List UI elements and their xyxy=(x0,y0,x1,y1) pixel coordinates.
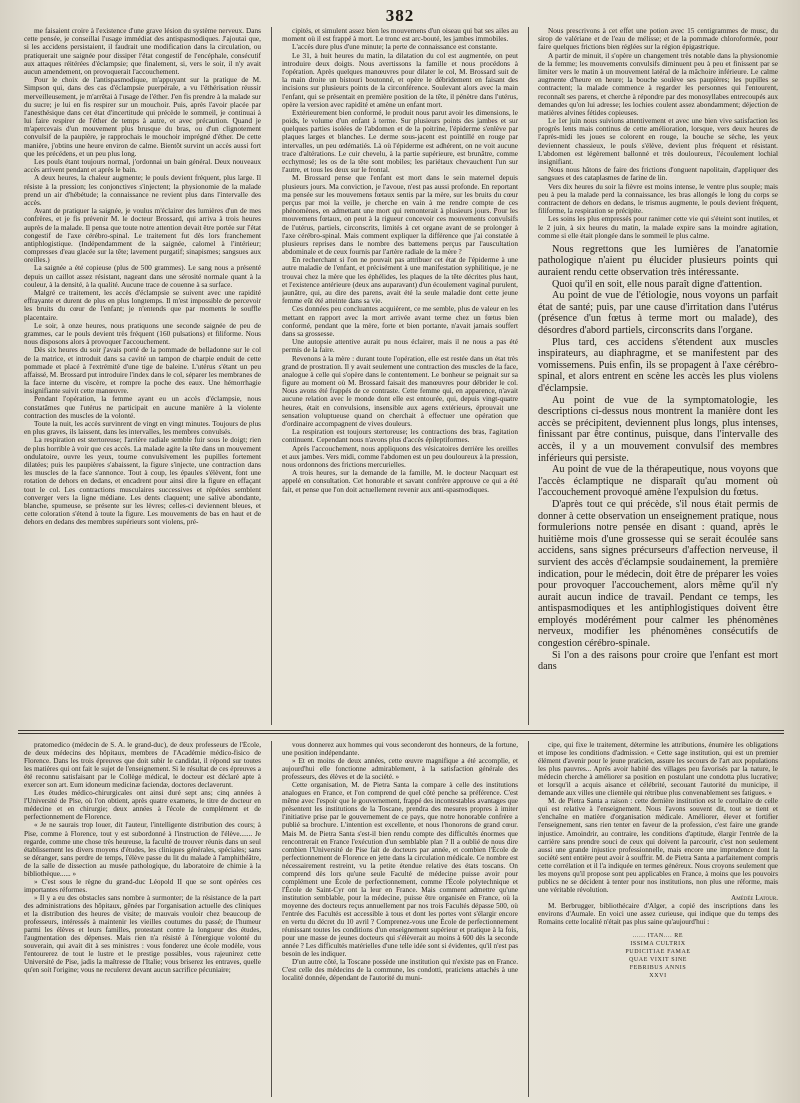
column-divider xyxy=(528,741,529,1097)
paragraph: Nous nous hâtons de faire des frictions d'onguent napolitain, d'appliquer des sangsues et des cataplasmes de farine de lin. xyxy=(538,165,778,183)
paragraph: Avant de pratiquer la saignée, je voulus m'éclairer des lumières d'un de mes confrères, et je fis prévenir M. le docteur Brossard, qui arriva à trois heures auprès de la malade. Il pensa que toute notre attention devait être portée sur l'état congestif de l'axe cérébro-spinal. Le traitement fut dès lors franchement antiphlogistique. (Indépendamment de la saignée, calomel à l'intérieur; compresses d'eau glacée sur la tête; lavement purgatif; sinapismes; sangsues aux oreilles.) xyxy=(24,206,261,265)
paragraph: Le 1er juin nous suivions attentivement et avec une bien vive satisfaction les progrès lents mais continus de cette amélioration, lorsque, vers deux heures de l'après-midi les joues se colorent en rouge, la bouche se sèche, les yeux deviennent chassieux, le pouls s'élève, devient plus fréquent et résistant. L'abdomen est légèrement ballonné et très douloureux, l'écoulement lochial insignifiant. xyxy=(538,116,778,166)
paragraph: » Il y a eu des obstacles sans nombre à surmonter; de la résistance de la part des administrations des hôpitaux, gênées par l'organisation actuelle des cliniques et la distribution des heures de visite; de mauvais vouloir chez beaucoup de professeurs, intéressés à maintenir les vieilles coutumes du passé; de l'humeur parmi les élèves et leurs familles, protestant contre la longueur des études, l'augmentation des dépenses. Mais rien n'a résisté à l'énergique volonté du souverain, qui avait dit à ses ministres : vous fonderez une école modèle, vous l'entourerez de tout le lustre et le prestige possibles, vous rajeunirez cette Université de Pise, jadis la maîtresse de l'Italie; vous briserez les entraves, quelle qu'en soit l'origine; vous ne reculerez devant aucun sacrifice pécuniaire; xyxy=(24,893,261,975)
paragraph: me faisaient croire à l'existence d'une grave lésion du système nerveux. Dans cette pensée, je conseillai l'usage immédiat des antispasmodiques. J'ajoutai que, si les accidens persistaient, il faudrait une modification dans la circulation, ou pratiquerait une saignée pour dissiper l'état congestif de l'encéphale, consécutif aux attaques réitérées d'éclampsie; que finalement, si, vers le soir, il n'y avait aucun amendement, on provoquerait l'accouchement. xyxy=(24,27,261,76)
paragraph: » C'est sous le règne du grand-duc Léopold II que se sont opérées ces importantes réformes. xyxy=(24,877,261,894)
inscription-line: PUDICITIAE FAMAE xyxy=(625,949,691,956)
upper-column-3-large-text xyxy=(538,244,778,673)
paragraph: L'accès dure plus d'une minute; la perte de connaissance est constante. xyxy=(292,42,498,52)
inscription-line: ISSIMA CULTRIX xyxy=(630,941,686,948)
paragraph: Les soins les plus empressés pour ranimer cette vie qui s'éteint sont inutiles, et le 2 juin, à six heures du matin, la malade expire sans la moindre agitation, comme si elle était plongée dans le sommeil le plus calme. xyxy=(538,214,778,240)
paragraph: En recherchant si l'on ne pouvait pas attribuer cet état de l'épiderme à une autre maladie de l'enfant, et précisément à une manifestation syphilitique, je ne trouvai chez la mère que les éphélides, les plaques de la tête décrites plus haut, et l'existence antérieure (deux ans auparavant) d'un écoulement vaginal purulent, jaunâtre, qui, au dire des parens, avait été la seule maladie dont cette jeune femme eût été atteinte dans sa vie. xyxy=(282,255,518,306)
paragraph: Nous prescrivons à cet effet une potion avec 15 centigrammes de musc, du sirop de valériane et de l'eau de mélisse; et de la pommade chloroformée, pour faire quelques frictions bien réglées sur la région épigastrique. xyxy=(538,27,778,52)
upper-column-3-small-text xyxy=(538,27,778,240)
paragraph: Malgré ce traitement, les accès d'éclampsie se suivent avec une rapidité effrayante et durent de plus en plus longtemps. Il m'est impossible de percevoir les bruits du cœur de l'enfant; je n'entends que par moments le souffle placentaire. xyxy=(24,288,261,322)
paragraph: Au point de vue de la symptomatologie, les descriptions ci-dessus nous montrent la manière dont les accès se précipitent, deviennent plus longs, plus intenses, finissant par être continus, puisque, dans l'intervalle des accès, il y a un mouvement convulsif des membres inférieurs qui persiste. xyxy=(538,394,778,464)
upper-column-2 xyxy=(282,27,518,725)
paragraph: A partir de minuit, il s'opère un changement très notable dans la physionomie de la femme; les mouvements convulsifs diminuent peu à peu et finissent par se limiter vers le matin à un mouvement latéral de la mâchoire inférieure. Le calme augmente d'heure en heure; la bouche soulève ses paupières; les pupilles se contractent; la malade commence à regarder les personnes qui l'entourent, reconnaît ses parens, et cherche à répondre par des monosyllabes entrecoupés aux demandes qu'on lui adresse; les lochies coulent assez abondamment; déjection de matières alvines fétides copieuses. xyxy=(538,50,778,117)
paragraph: Les études médico-chirurgicales ont ainsi duré sept ans; cinq années à l'Université de Pise, où l'on obtient, après quatre examens, le titre de docteur en médecine et en chirurgie; deux années à l'école de complément et de perfectionnement de Florence. xyxy=(24,789,261,822)
page-number: 382 xyxy=(385,6,415,25)
inscription-line: QUAE VIXIT SINE xyxy=(628,957,688,964)
paragraph: Cette organisation, M. de Pietra Santa la compare à celle des institutions analogues en France, et l'on comprend de quel côté penche sa préférence. C'est même avec l'espoir que le gouvernement, frappé des incontestables avantages que présentent les institutions de la Toscane, prendra des mesures propres à imiter l'initiative prise par le gouvernement de ce pays, que notre honorable confrère a publié sa brochure. L'intention est excellente, et nous l'honorons de grand cœur. Mais M. de Pietra Santa s'est-il bien rendu compte des difficultés énormes que rencontrerait en France l'exécution d'un semblable plan ? Il a oublié de nous dire combien l'Université de Pise fait de docteurs par année, et combien l'École de perfectionnement de Florence en jette dans la circulation médicale. Ce nombre est nécessairement restreint, vu la petite étendue relative des états toscans. On comprend dès lors qu'une seule Faculté de médecine puisse avoir pour complément une École de perfectionnement, comme l'École polytechnique et l'École de Saint-Cyr ont la leur en France. Mais comment admettre qu'une institution semblable, pour la médecine, puisse être organisée en France, où la moyenne des docteurs reçus annuellement par nos trois Facultés dépasse 500, où l'entrée des Facultés est accessible à tous et dont les portes vont s'élargir encore en vertu du décret du 10 avril ? Comprenez-vous une École de perfectionnement réunissant toutes les conditions d'un enseignement supérieur et pratique à la fois, pour une masse de jeunes docteurs qui s'élèverait au moins à 600 dès la seconde année ? Les difficultés matérielles d'une telle idée sont si évidentes, qu'il n'est pas besoin de les indiquer. xyxy=(282,781,518,959)
lower-column-3 xyxy=(538,741,778,1097)
lower-column-3-notice xyxy=(538,902,778,926)
paragraph: A trois heures, sur la demande de la famille, M. le docteur Nacquart est appelé en consultation. Cet honorable et savant confrère approuve ce qui a été fait, et pense que l'on doit actuellement revenir aux anti-spasmodiques. xyxy=(282,468,518,494)
section-divider xyxy=(18,730,784,734)
column-divider xyxy=(271,741,272,1097)
upper-column-3 xyxy=(538,27,778,725)
paragraph: Au point de vue de l'étiologie, nous voyons un parfait état de santé; puis, par une cause d'irritation dans l'utérus (présence d'un fœtus à terme mort ou malade), des désordres d'abord partiels, circonscrits dans l'organe. xyxy=(538,290,778,337)
paragraph: La saignée a été copieuse (plus de 500 grammes). Le sang nous a présenté depuis un caillot assez résistant, nageant dans une sérosité normale quant à la couleur, à la densité, à la qualité. Aucune trace de couenne à sa surface. xyxy=(24,263,261,289)
paragraph: La respiration est toujours stertoreuse; les contractions des bras, l'agitation continuent. Cependant nous n'avons plus d'accès épileptiformes. xyxy=(282,427,518,445)
paragraph: M. Brossard pense que l'enfant est mort dans le sein maternel depuis plusieurs jours. Ma conviction, je l'avoue, n'est pas aussi profonde. En reportant ma pensée sur les mouvemens fœtaux sentis par la mère, sur les bruits du cœur perçus par moi la veille, je cherche en vain à me rendre compte de ces phénomènes, en admettant une mort qui remonterait à plusieurs jours. Pour les mouvemens fœtaux, on peut à la rigueur concevoir ces mouvements convulsifs de l'utérus, partiels, circonscrits, limités à cet organe avant de se prolonger à l'axe cérébro-spinal. Mais comment expliquer la différence que j'ai constatée à plusieurs reprises dans le nombre des battemens perçus par l'auscultation abdominale et de ceux fournis par l'artère radiale de la mère ? xyxy=(282,173,518,257)
paragraph: Extérieurement bien conformé, le produit nous parut avoir les dimensions, le poids, le volume d'un enfant à terme. Sur plusieurs points des jambes et sur quelques parties isolées de l'abdomen et de la poitrine, l'épiderme s'enlève par plaques larges et blanches. Le derme sous-jacent est pointillé en rouge par intervalles, un peu œdématiés. Là où l'épiderme est adhérent, on ne voit aucune trace d'altérations. Le cuir chevelu, à la partie supérieure, est brunâtre, comme ecchymosé; les os de la tête sont mobiles; les pariétaux chevauchent l'un sur l'autre, et tous les deux sur le frontal. xyxy=(282,107,518,175)
paragraph: Si l'on a des raisons pour croire que l'enfant est mort dans xyxy=(538,649,778,673)
paragraph: M. de Pietra Santa a raison : cette dernière institution est le corollaire de celle qui est relative à l'enseignement. Nous l'avons souvent dit, tout se tient et s'enchaîne en matière d'organisation médicale. Améliorer, élever et fortifier l'enseignement, sans rien tenter en faveur de la profession, c'est faire une grande injustice. Amoindrir, au contraire, les conditions d'aptitude, élargir l'entrée de la carrière sans prendre souci de ceux qui doivent la parcourir, c'est non seulement aussi une grande injustice professionnelle, mais encore une imprudence dont la société sent entière peut avoir à souffrir. M. de Pietra Santa a parfaitement compris cette corrélation et il l'a indiquée en termes généreux. Nous croyons seulement que les moyens qu'il propose sont peu applicables en France, à moins que les pouvoirs publics ne se décident à tenter pour nos institutions, non plus une réforme, mais une véritable révolution. xyxy=(538,797,778,894)
paragraph: cipités, et simulent assez bien les mouvemens d'un oiseau qui bat ses ailes au moment où il est frappé à mort. Le tronc est arc-bouté, les jambes immobiles. xyxy=(282,27,518,44)
paragraph: Nous regrettons que les lumières de l'anatomie pathologique n'aient pu élucider plusieurs points qui auraient rendu cette observation très intéressante. xyxy=(538,243,778,279)
paragraph: Toute la nuit, les accès survinrent de vingt en vingt minutes. Toujours de plus en plus graves, ils laissent, dans les intervalles, les membres convulsés. xyxy=(24,419,261,437)
inscription-line: ...... ITAN.... RE xyxy=(632,933,684,940)
lower-column-1 xyxy=(24,741,261,1097)
paragraph: Après l'accouchement, nous appliquons des vésicatoires derrière les oreilles et aux jambes. Vers midi, comme l'abdomen est un peu douloureux à la pression, nous ordonnons des frictions mercurielles. xyxy=(282,443,518,469)
inscription-line: XXVI xyxy=(649,973,667,980)
column-divider xyxy=(271,27,272,725)
paragraph: Une autopsie attentive aurait pu nous éclairer, mais il ne nous a pas été permis de la faire. xyxy=(282,337,518,355)
paragraph: Le soir, à onze heures, nous pratiquons une seconde saignée de peu de grammes, car le pouls devient très fréquent (160 pulsations) et filiforme. Nous nous disposons alors à provoquer l'accouchement. xyxy=(24,320,261,347)
paragraph: A deux heures, la chaleur augmente; le pouls devient fréquent, plus large. Il résiste à la pression; les conjonctives s'injectent; la physionomie de la malade prend un air d'hébétude; la connaissance ne revient plus dans l'intervalle des accès. xyxy=(24,173,261,207)
paragraph: Les pouls étant toujours normal, j'ordonnai un bain général. Deux nouveaux accès arrivent pendant et après le bain. xyxy=(24,157,261,175)
paragraph: pratomedico (médecin de S. A. le grand-duc), de deux professeurs de l'École, de deux médecins des hôpitaux, membres de l'Académie médico-fisico de Florence. Dans les trois épreuves que doit subir le candidat, il répond sur toutes les matières qui ont fait le sujet de l'enseignement. Si le résultat de ces épreuves a été reconnu satisfaisant par le Collège médical, le docteur est déclaré apte à exercer son art. Eum idoneum medicinæ faciendæ, doctores declaverunt. xyxy=(24,741,261,790)
paragraph: Pour le choix de l'antispasmodique, m'appuyant sur la pratique de M. Simpson qui, dans des cas d'éclampsie puerpérale, a vu l'éthérisation réussir merveilleusement, je m'arrêtai à l'usage de l'éther. J'en fis prendre à la malade sur du sucre; je lui en fis respirer sur un mouchoir. Puis, après l'avoir placée par l'anesthésique dans cet état d'incertitude qui précède le sommeil, je continuai à lui faire respirer de l'éther de temps à autre, et avec précaution. Quand je m'apercevais d'un mouvement plus brusque du bras, ou d'un clignotement convulsif de la paupière, je rapprochais le mouchoir imprégné d'éther. De cette manière, j'obtins une heure environ de calme. Bientôt survint un accès aussi fort que les précédens, et un peu plus long. xyxy=(24,75,261,158)
paragraph: D'un autre côté, la Toscane possède une institution qui n'existe pas en France. C'est celle des médecins de la commune, les condotti, praticiens attachés à une localité donnée, dépendant de l'autorité du muni- xyxy=(282,958,518,983)
author-signature: Amédée Latour. xyxy=(731,893,778,902)
paragraph: Quoi qu'il en soit, elle nous paraît digne d'attention. xyxy=(552,278,763,290)
paragraph: Dès six heures du soir j'avais porté de la pommade de belladonne sur le col de la matrice, et introduit dans sa cavité un tampon de charpie enduit de cette pommade et placé à l'extrémité d'une tige de baleine. L'utérus s'étant un peu affaissé, M. Brossard put introduire l'index dans le col, séparer les membranes de la face interne du viscère, et rompre la poche des eaux. Une hémorrhagie insignifiante suivit cette manœuvre. xyxy=(24,345,261,396)
paragraph: Le 31, à huit heures du matin, la dilatation du col est augmentée, on peut introduire deux doigts. Nous avertissons la famille et nous procédons à l'opération. Après quelques manœuvres pour dilater le col, M. Brossard suit de la main droite un bistouri boutonné, et opère le débridement en faisant des incisions sur plusieurs points de la circonférence. Soulevant alors avec la main l'enfant, qui se présentait en première position de la tête, il pénètre dans l'utérus, opère la version avec rapidité et amène un enfant mort. xyxy=(282,50,518,109)
paragraph: Au point de vue de la thérapeutique, nous voyons que l'accès éclamptique ne disparaît qu'au moment où l'accouchement provoqué amène l'expulsion du fœtus. xyxy=(538,464,778,499)
lower-column-2 xyxy=(282,741,518,1097)
paragraph: La respiration est stertoreuse; l'arrière radiale semble fuir sous le doigt; rien de plus horrible à voir que ces accès. La malade agite la tête dans un mouvement ondulatoire, ouvre les yeux, tourne convulsivement les pupilles fortement dilatées; puis les paupières s'abaissent, la figure s'injecte, une contraction dans les muscles de la face s'annonce. Tout à coup, les épaules s'élèvent, font une rotation de dehors en dedans, et encadrent pour ainsi dire la figure en effaçant tout le col. Les contractions musculaires successives et répétées semblent converger vers la ligne médiane. Les dents claquent; une salive abondante, blanche, spumeuse, se présente sur les lèvres; celles-ci deviennent bleues, et cette coloration s'étend à toute la figure. Les mouvements de bas en haut et de dehors en dedans des membres supérieurs sont violens, pré- xyxy=(24,435,261,527)
paragraph: » Et en moins de deux années, cette œuvre magnifique a été accomplie, et aujourd'hui elle fonctionne admirablement, à la satisfaction générale des professeurs, des élèves et de la société. » xyxy=(282,757,518,782)
paragraph: Vers dix heures du soir la fièvre est moins intense, le ventre plus souple; mais peu à peu la malade perd la connaissance, les bras allongés le long du corps se contractent de dehors en dedans, le trismus augmente, le pouls devient fréquent, filiforme, la respiration se précipite. xyxy=(538,181,778,216)
paragraph: Revenons à la mère : durant toute l'opération, elle est restée dans un état très grand de prostration. Il y avait seulement une contraction des muscles de la face, analogue à celle qui s'opère dans le contentement. Le bonheur se peignait sur sa figure au moment où M. Brossard faisait des manœuvres pour débrider le col. Nous avons été frappés de ce contraste. Cette femme qui, en apparence, n'avait aucune relation avec le monde dont elle est entourée, qui, depuis vingt-quatre heures, était en convulsions, insensible aux agens extérieurs, éprouvait une sensation voluptueuse quand on cherchait à effectuer une opération que d'ordinaire accompagnent de vives douleurs. xyxy=(282,353,518,428)
paragraph: M. Berbrugger, bibliothécaire d'Alger, a copié des inscriptions dans les environs d'Aumale. En voici une assez curieuse, qui indique que du temps des Romains cette localité n'était pas plus saine qu'aujourd'hui : xyxy=(538,901,778,927)
paragraph: D'après tout ce qui précède, s'il nous était permis de donner à cette observation un enseignement pratique, nous formulerions notre pensée en disant : quand, après le huitième mois d'une grossesse qui se serait écoulée sans accidens, sans signes précurseurs d'affection nerveuse, il survient des accès d'éclampsie soudainement, la première indication, pour le médecin, doit être de préparer les voies pour provoquer l'accouchement, alors même qu'il n'y aurait aucun indice de travail. Pendant ce temps, les antispasmodiques et les antiphlogistiques doivent être employés modérément pour calmer les phénomènes nerveux, modifier les phénomènes consécutifs de congestion cérébro-spinale. xyxy=(538,498,778,650)
paragraph: Ces données peu concluantes acquièrent, ce me semble, plus de valeur en les mettant en rapport avec la mort arrivée avant terme chez un fœtus bien conformé, pendant que la mère, forte et bien portante, n'avait jamais souffert dans sa grossesse. xyxy=(282,304,518,338)
paragraph: vous donnerez aux hommes qui vous seconderont des honneurs, de la fortune, une position indépendante. xyxy=(282,741,518,758)
lower-column-3-text xyxy=(538,741,778,894)
paragraph: « Je ne saurais trop louer, dit l'auteur, l'intelligente distribution des cours; à Pise, comme à Florence, tout y est subordonné à l'instruction de l'élève....... Je regarde, comme une chose très heureuse, la faculté de trouver réunis dans un seul établissement les divers moyens d'études, les cliniques générales, spéciales; sans se déranger, sans perdre de temps, l'élève passe du lit du malade à l'amphithéâtre, de la salle de dissection au musée pathologique, du laboratoire de chimie à la bibliothèque...... » xyxy=(24,821,261,878)
paragraph: cipe, qui fixe le traitement, détermine les attributions, énumère les obligations et impose les conditions d'admission. « Cette sage institution, qui est un premier élément d'avenir pour le jeune praticien, assure les secours de l'art aux populations les plus pauvres... Après avoir habité des villages peu favorisés par la nature, le médecin cherche à améliorer sa position en postulant une condotta plus lucrative; et lorsqu'il a acquis aisance et célébrité, secouant l'autorité du municipe, il demande aux villes une clientèle qui rétribue plus convenablement ses fatigues. » xyxy=(538,741,778,798)
paragraph: Plus tard, ces accidens s'étendent aux muscles inspirateurs, au diaphragme, et se manifestent par des vomissemens. Puis enfin, ils se propagent à l'axe cérébro-spinal, et alors entrent en scène les accès les plus violens d'éclampsie. xyxy=(538,336,778,394)
upper-column-1 xyxy=(24,27,261,725)
latin-inscription xyxy=(538,932,778,980)
inscription-line: FEBRIBUS ANNIS xyxy=(629,965,687,972)
paragraph: Pendant l'opération, la femme ayant eu un accès d'éclampsie, nous constatâmes que l'utérus ne participait en aucune manière à la violente contraction des muscles de la volonté. xyxy=(24,394,261,420)
column-divider xyxy=(528,27,529,725)
